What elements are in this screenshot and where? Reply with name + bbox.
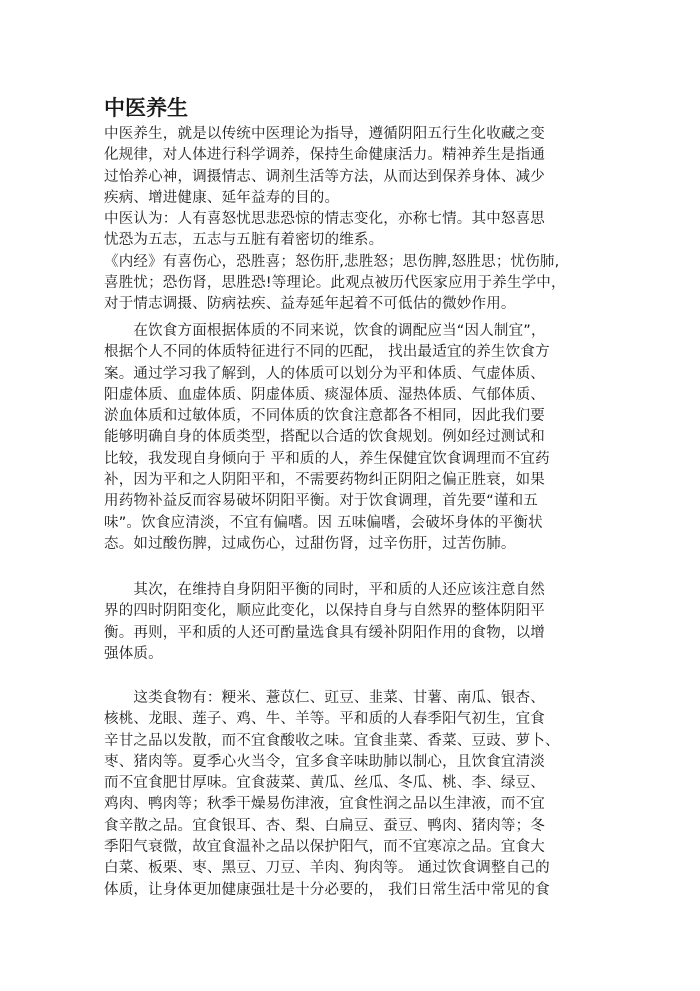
text-line: 《内经》有喜伤心，恐胜喜；怒伤肝,悲胜怒；思伤脾,怒胜思；忧伤肺,	[104, 253, 560, 270]
text-line: 季阳气衰微，故宜食温补之品以保护阳气，而不宜寒凉之品。宜食大	[104, 839, 545, 856]
intro-paragraph	[104, 124, 604, 316]
text-line: 补，因为平和之人阴阳平和，不需要药物纠正阴阳之偏正胜衰，如果	[104, 472, 545, 489]
text-line: 比较，我发现自身倾向于 平和质的人，养生保健宜饮食调理而不宜药	[104, 450, 550, 467]
text-line: 喜胜忧；恐伤肾，思胜恐!等理论。此观点被历代医家应用于养生学中，	[104, 275, 566, 292]
text-line: 态。如过酸伤脾，过咸伤心，过甜伤肾，过辛伤肝，过苦伤肺。	[104, 535, 516, 552]
text-line: 衡。再则，平和质的人还可酌量选食具有缓补阴阳作用的食物，以增	[104, 624, 545, 641]
text-line: 辛甘之品以发散，而不宜食酸收之味。宜食韭菜、香菜、豆豉、萝卜、	[104, 732, 560, 749]
text-line: 鸡肉、鸭肉等；秋季干燥易伤津液，宜食性润之品以生津液，而不宜	[104, 796, 545, 813]
text-line: 能够明确自身的体质类型，搭配以合适的饮食规划。例如经过测试和	[104, 429, 545, 446]
text-line: 白菜、板栗、枣、黑豆、刀豆、羊肉、狗肉等。 通过饮食调整自己的	[104, 860, 550, 877]
foods-paragraph	[104, 688, 604, 901]
text-line: 界的四时阴阳变化，顺应此变化，以保持自身与自然界的整体阴阳平	[104, 603, 545, 620]
text-line: 在饮食方面根据体质的不同来说，饮食的调配应当“因人制宜”，	[104, 323, 546, 339]
text-line: 阳虚体质、血虚体质、阴虚体质、痰湿体质、湿热体质、气郁体质、	[104, 386, 545, 403]
text-line: 过怡养心神，调摄情志、调剂生活等方法，从而达到保养身体、减少	[104, 168, 545, 185]
text-line: 其次，在维持自身阴阳平衡的同时，平和质的人还应该注意自然	[104, 582, 545, 598]
text-line: 核桃、龙眼、莲子、鸡、牛、羊等。平和质的人春季阳气初生，宜食	[104, 711, 545, 728]
text-line: 淤血体质和过敏体质，不同体质的饮食注意都各不相同，因此我们要	[104, 408, 545, 425]
balance-paragraph	[104, 580, 604, 665]
text-line: 根据个人不同的体质特征进行不同的匹配， 找出最适宜的养生饮食方	[104, 344, 550, 361]
text-line: 而不宜食肥甘厚味。宜食菠菜、黄瓜、丝瓜、冬瓜、桃、李、绿豆、	[104, 775, 545, 792]
diet-paragraph	[104, 321, 604, 555]
text-line: 强体质。	[104, 645, 163, 662]
text-line: 疾病、增进健康、延年益寿的目的。	[104, 189, 340, 206]
text-line: 体质，让身体更加健康强壮是十分必要的， 我们日常生活中常见的食	[104, 881, 550, 898]
text-line: 食辛散之品。宜食银耳、杏、梨、白扁豆、蚕豆、鸭肉、猪肉等；冬	[104, 817, 545, 834]
text-line: 忧恐为五志，五志与五脏有着密切的维系。	[104, 232, 384, 249]
text-line: 这类食物有：粳米、薏苡仁、豇豆、韭菜、甘薯、南瓜、银杏、	[104, 690, 545, 706]
text-line: 枣、猪肉等。夏季心火当令，宜多食辛味助肺以制心，且饮食宜清淡	[104, 753, 545, 770]
text-line: 味”。饮食应清淡，不宜有偏嗜。因 五味偏嗜，会破坏身体的平衡状	[104, 514, 543, 531]
document-title: 中医养生	[104, 96, 188, 120]
text-line: 用药物补益反而容易破坏阴阳平衡。对于饮食调理，首先要“谨和五	[104, 493, 539, 510]
text-line: 案。通过学习我了解到，人的体质可以划分为平和体质、气虚体质、	[104, 365, 545, 382]
text-line: 中医认为：人有喜怒忧思悲恐惊的情志变化，亦称七情。其中怒喜思	[104, 211, 545, 228]
text-line: 对于情志调摄、防病祛疾、益寿延年起着不可低估的微妙作用。	[104, 296, 516, 313]
text-line: 化规律，对人体进行科学调养，保持生命健康活力。精神养生是指通	[104, 147, 545, 164]
text-line: 中医养生，就是以传统中医理论为指导，遵循阴阳五行生化收藏之变	[104, 126, 545, 142]
